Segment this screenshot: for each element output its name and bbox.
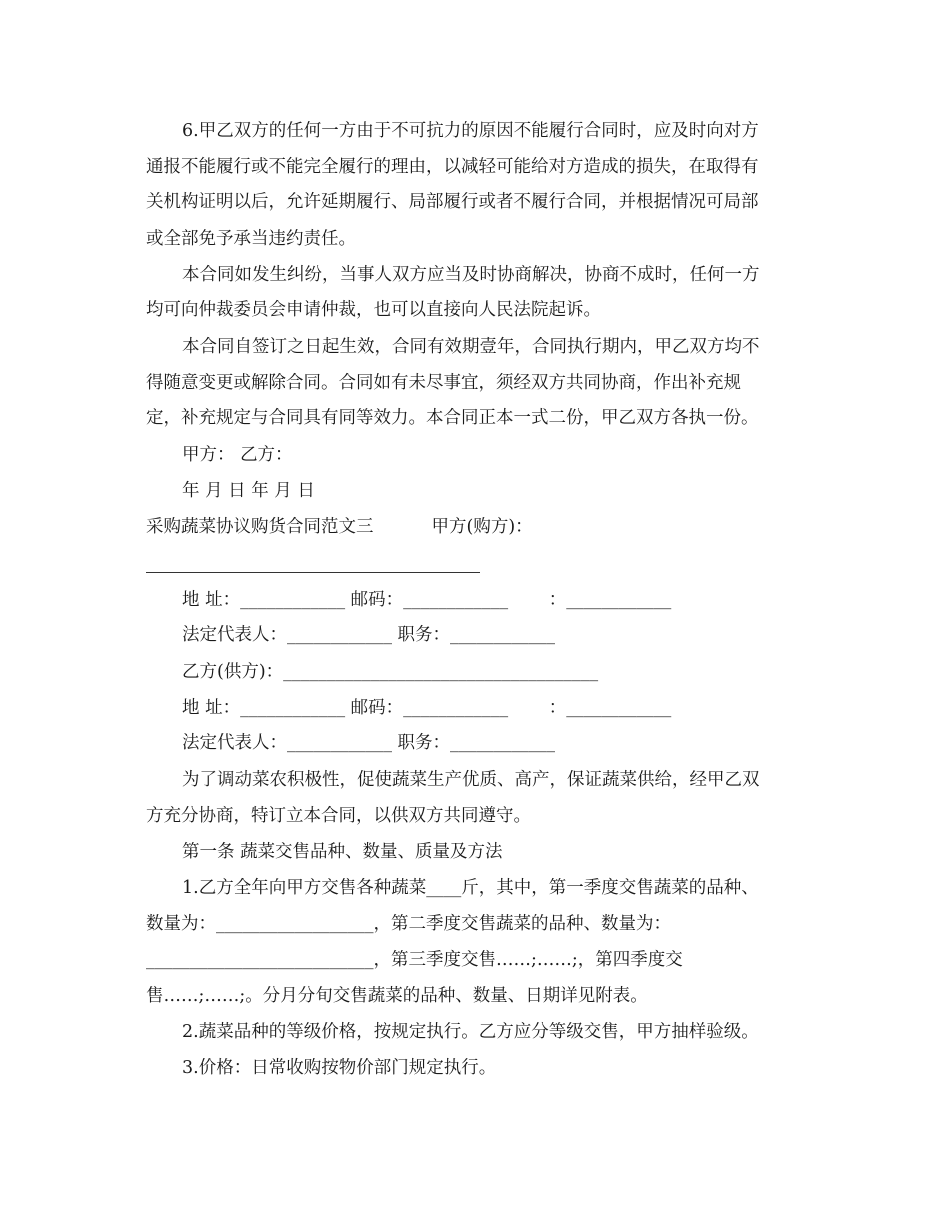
article-1-item-1-line-3: __________________________，第三季度交售……;……;，第四季度交 bbox=[146, 950, 683, 970]
effect-line-3: 定，补充规定与合同具有同等效力。本合同正本一式二份，甲乙双方各执一份。 bbox=[146, 408, 759, 428]
party-b-representative-row: 法定代表人：____________ 职务：____________ bbox=[182, 733, 556, 753]
article-1-item-3: 3.价格：日常收购按物价部门规定执行。 bbox=[182, 1058, 497, 1078]
preamble-line-2: 方充分协商，特订立本合同，以供双方共同遵守。 bbox=[146, 806, 531, 826]
template-3-heading-row bbox=[146, 515, 533, 539]
party-a-representative-row: 法定代表人：____________ 职务：____________ bbox=[182, 625, 556, 645]
signature-parties: 甲方： 乙方： bbox=[182, 445, 293, 465]
article-1-item-2: 2.蔬菜品种的等级价格，按规定执行。乙方应分等级交售，甲方抽样验级。 bbox=[182, 1022, 759, 1042]
article-1-item-1-line-2: 数量为：__________________，第二季度交售蔬菜的品种、数量为： bbox=[146, 914, 671, 934]
party-a-name-blank bbox=[146, 572, 480, 573]
article-1-title: 第一条 蔬菜交售品种、数量、质量及方法 bbox=[182, 842, 503, 862]
article-1-item-1-line-1: 1.乙方全年向甲方交售各种蔬菜____斤，其中，第一季度交售蔬菜的品种、 bbox=[182, 878, 759, 898]
article-1-item-1-line-4: 售……;……;。分月分旬交售蔬菜的品种、数量、日期详见附表。 bbox=[146, 986, 648, 1006]
clause-6-line-3: 关机构证明以后，允许延期履行、局部履行或者不履行合同，并根据情况可局部 bbox=[146, 192, 759, 212]
party-b-address-row: 地 址：____________ 邮码：____________ ：____________ bbox=[182, 698, 672, 718]
party-a-address-row: 地 址：____________ 邮码：____________ ：____________ bbox=[182, 590, 672, 610]
party-a-label: 甲方(购方)： bbox=[431, 517, 533, 537]
clause-6-line-2: 通报不能履行或不能完全履行的理由，以减轻可能给对方造成的损失，在取得有 bbox=[146, 157, 759, 177]
signature-dates: 年 月 日 年 月 日 bbox=[182, 481, 315, 501]
clause-6-line-4: 或全部免予承当违约责任。 bbox=[146, 229, 356, 249]
template-3-heading: 采购蔬菜协议购货合同范文三 bbox=[146, 517, 374, 537]
effect-line-1: 本合同自签订之日起生效，合同有效期壹年，合同执行期内，甲乙双方均不 bbox=[182, 337, 760, 357]
party-b-row: 乙方(供方)：____________________________________ bbox=[182, 662, 599, 682]
dispute-line-1: 本合同如发生纠纷，当事人双方应当及时协商解决，协商不成时，任何一方 bbox=[182, 265, 760, 285]
effect-line-2: 得随意变更或解除合同。合同如有未尽事宜，须经双方共同协商，作出补充规 bbox=[146, 373, 741, 393]
preamble-line-1: 为了调动菜农积极性，促使蔬菜生产优质、高产，保证蔬菜供给，经甲乙双 bbox=[182, 770, 760, 790]
clause-6-line-1: 6.甲乙双方的任何一方由于不可抗力的原因不能履行合同时，应及时向对方 bbox=[182, 121, 759, 141]
dispute-line-2: 均可向仲裁委员会申请仲裁，也可以直接向人民法院起诉。 bbox=[146, 300, 601, 320]
